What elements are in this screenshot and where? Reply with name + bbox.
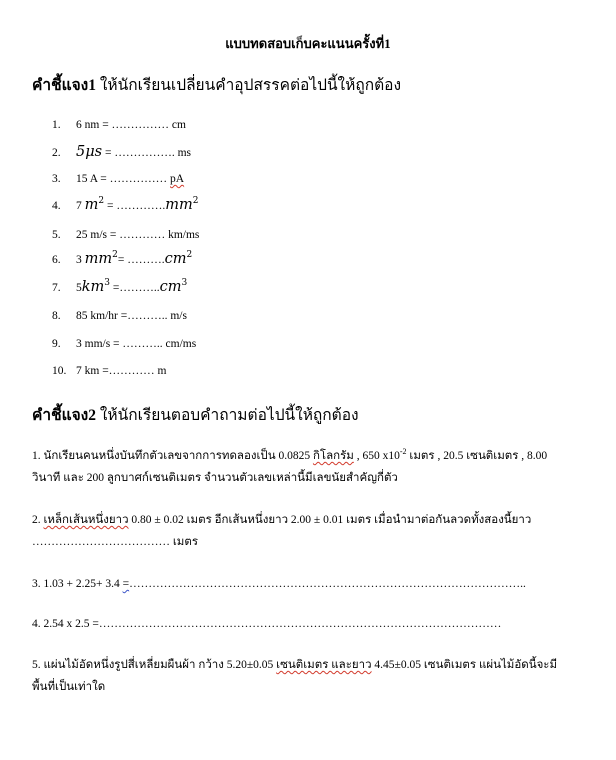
item-math: $km^3$ <box>81 278 111 295</box>
item-math: $cm^3$ <box>159 278 188 295</box>
list-item <box>52 310 187 322</box>
item-number: 5. <box>52 229 61 241</box>
item-number: 7. <box>52 281 61 294</box>
section2-heading <box>32 402 359 427</box>
question-1: 1. นักเรียนคนหนึ่งบันทึกตัวเลขจากการทดลองเป็น 0.0825 กิโลกรัม , 650 $x10^{-2}$ เมตร , 20.5 เซนติเมตร , 8.00 วินาที และ 200 ลูกบาศก์เซนติเมตร จำนวนตัวเลขเหล่านี้มีเลขนัยสำคัญกี่ตัว <box>32 447 548 484</box>
item-math: 5μs <box>76 144 103 160</box>
item-text: 3 mm/s = ……….. cm/ms <box>76 338 197 350</box>
page-title: แบบทดสอบเก็บคะแนนครั้งที่1 <box>225 36 391 51</box>
item-text: =……….. <box>110 281 160 294</box>
list-item <box>52 229 199 241</box>
item-number: 4. <box>52 199 61 212</box>
list-item <box>52 278 187 295</box>
section1-instruction: ให้นักเรียนเปลี่ยนคำอุปสรรคต่อไปนี้ให้ถูกต้อง <box>95 77 402 94</box>
list-item <box>52 338 196 350</box>
item-number: 6. <box>52 253 61 266</box>
item-unit: pA <box>170 173 185 185</box>
item-text: 7 km =………… m <box>76 365 167 377</box>
section2-instruction: ให้นักเรียนตอบคำถามต่อไปนี้ให้ถูกต้อง <box>95 407 359 424</box>
item-number: 10. <box>52 365 67 377</box>
list-item <box>52 250 192 267</box>
item-text: = …………. <box>104 199 166 212</box>
item-text: 85 km/hr =……….. m/s <box>76 310 187 322</box>
item-math: $cm^2$ <box>164 250 193 267</box>
section1-heading <box>32 72 401 97</box>
item-text: 5 <box>76 281 82 294</box>
item-number: 8. <box>52 310 61 322</box>
list-item <box>52 365 167 377</box>
section1-lead: คำชี้แจง1 <box>32 77 96 94</box>
section2-lead: คำชี้แจง2 <box>32 407 96 424</box>
item-math: $m^2$ <box>84 196 105 213</box>
list-item <box>52 144 191 160</box>
question-3: 3. 1.03 + 2.25+ 3.4 =………………………………………………………………………………………….. <box>32 578 526 590</box>
item-text: 15 A = …………… <box>76 173 171 185</box>
question-2: 2. เหล็กเส้นหนึ่งยาว 0.80 ± 0.02 เมตร อีกเส้นหนึ่งยาว 2.00 ± 0.01 เมตร เมื่อนำมาต่อกันลวดทั้งสองนี้ยาว ……………………………… เมตร <box>32 514 532 548</box>
list-item <box>52 173 184 185</box>
item-number: 3. <box>52 173 61 185</box>
item-number: 2. <box>52 147 61 159</box>
item-text: 6 nm = …………… cm <box>76 119 186 131</box>
item-text: 25 m/s = ………… km/ms <box>76 229 200 241</box>
list-item <box>52 196 198 213</box>
item-math: $mm^2$ <box>165 196 199 213</box>
question-5: 5. แผ่นไม้อัดหนึ่งรูปสี่เหลี่ยมผืนผ้า กว้าง 5.20±0.05 เซนติเมตร และยาว 4.45±0.05 เซนติเมตร แผ่นไม้อัดนี้จะมีพื้นที่เป็นเท่าใด <box>32 659 558 693</box>
item-text: = ……………. ms <box>102 147 191 159</box>
item-math: $mm^2$ <box>84 250 118 267</box>
item-text: 7 <box>76 199 85 212</box>
list-item <box>52 119 186 131</box>
item-number: 9. <box>52 338 61 350</box>
item-number: 1. <box>52 119 61 131</box>
item-text: = ………. <box>117 253 165 266</box>
item-text: 3 <box>76 253 85 266</box>
question-4: 4. 2.54 x 2.5 =…………………………………………………………………………………………… <box>32 618 502 630</box>
